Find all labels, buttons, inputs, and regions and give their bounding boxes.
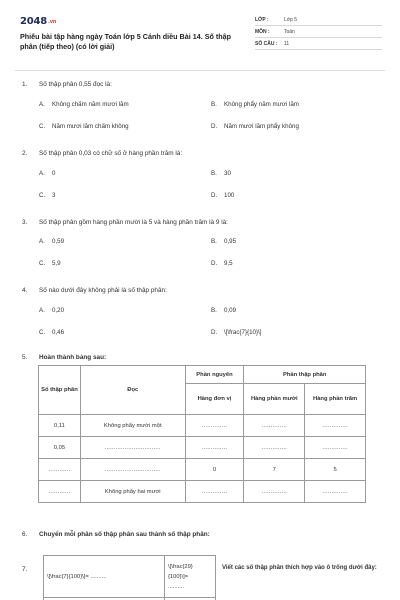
question-text: Số thập phân 0,55 đọc là:	[39, 81, 112, 88]
option-4b[interactable]: B. 0,09	[211, 307, 237, 314]
option-3d[interactable]: D. 9,5	[211, 260, 233, 267]
meta-info	[255, 14, 382, 50]
table-row: ............ Không phẩy hai mươi .............. .............. ..............	[39, 481, 366, 503]
col-header-decimal: Số thập phân	[39, 366, 81, 415]
worksheet-page: $2048^{.vn}$ Phiếu bài tập hàng ngày Toán lớp 5 Cánh diều Bài 14. Số thập phân (tiếp theo) (có lời giải) LỚP : Lớp 5 MÔN : Toán SỐ CÂU : 11 1. Số thập phân 0,55 đọc là: A. Không chấm năm mươi lăm B. Không phẩy năm mươi lăm C. Năm mươi lăm chấm không D. Năm mươi lăm phẩy không 2. Số thập phân 0,03 có chữ số ở hàng phần trăm là: A. 0 B. 30 C. 3 D. 100 3. Số thập phân gồm hàng phần mười là 5 và hàng phần trăm là 9 là: A. 0,59 B. 0,95 C. 5,9 D. 9,5 4. Số nào dưới đây không phải là số thập phân: A. 0,20 B. 0,09 C. 0,46 D. \[\frac{7}{10}\] 5. Hoàn thành bảng sau: Số thập phân Đọc Phần nguyên Phần thập phân Hàng đơn vị Hàng phần mười Hàng phần trăm 0,11 Không phẩy mười một .............. .............. .............. 0,05 ............................... .............. .............. .............. ............ ............................... 0 7 5 ............ Không phẩy hai mươi .............. .............. .............. 6. Chuyển mỗi phân số thập phân sau thành số thập phân: 7. \[\frac{7}{100}\]= .......... \[\frac{29} {100}\]= .......... Viết các số thập phân thích hợp vào ô trống dưới đây:	[0, 0, 400, 600]
table-row: 0,05 ............................... .............. .............. ..............	[39, 437, 366, 459]
question-text: Hoàn thành bảng sau:	[39, 354, 107, 361]
header	[20, 14, 382, 64]
col-header-read: Đọc	[80, 366, 185, 415]
meta-row-subject: MÔN : Toán	[255, 26, 382, 38]
meta-row-question-count: SỐ CÂU : 11	[255, 38, 382, 50]
table-row: 0,11 Không phẩy mười một .............. .............. ..............	[39, 415, 366, 437]
option-1d[interactable]: D. Năm mươi lăm phẩy không	[211, 123, 299, 130]
col-header-hundredths: Hàng phần trăm	[305, 384, 366, 415]
question-text: Số thập phân gồm hàng phần mười là 5 và hàng phần trăm là 9 là:	[39, 219, 228, 226]
option-2c[interactable]: C. 3	[39, 192, 56, 199]
fraction-cell-1[interactable]: \[\frac{7}{100}\]= ..........	[44, 556, 165, 598]
question-text: Số thập phân 0,03 có chữ số ở hàng phần trăm là:	[39, 150, 183, 157]
table-row: ............ ............................... 0 7 5	[39, 459, 366, 481]
option-1b[interactable]: B. Không phẩy năm mươi lăm	[211, 101, 299, 108]
fraction-cell-2[interactable]: \[\frac{29} {100}\]= ..........	[165, 556, 216, 598]
page-title: Phiếu bài tập hàng ngày Toán lớp 5 Cánh diều Bài 14. Số thập phân (tiếp theo) (có lời giải)	[20, 32, 232, 51]
question-text: Chuyển mỗi phân số thập phân sau thành số thập phân:	[39, 531, 210, 538]
col-header-units: Hàng đơn vị	[185, 384, 244, 415]
site-logo[interactable]: $2048^{.vn}$	[20, 16, 57, 27]
group-header-fraction: Phần thập phân	[244, 366, 366, 384]
option-2d[interactable]: D. 100	[211, 192, 235, 199]
fraction-conversion-table	[43, 555, 216, 600]
group-header-whole: Phần nguyên	[185, 366, 244, 384]
option-3a[interactable]: A. 0,59	[39, 238, 65, 245]
option-2a[interactable]: A. 0	[39, 170, 56, 177]
option-2b[interactable]: B. 30	[211, 170, 231, 177]
option-1c[interactable]: C. Năm mươi lăm chấm không	[39, 123, 129, 130]
option-4c[interactable]: C. 0,46	[39, 329, 65, 336]
option-1a[interactable]: A. Không chấm năm mươi lăm	[39, 101, 129, 108]
question-text: Số nào dưới đây không phải là số thập phân:	[39, 287, 167, 294]
option-3c[interactable]: C. 5,9	[39, 260, 61, 267]
header-divider	[15, 70, 385, 71]
option-3b[interactable]: B. 0,95	[211, 238, 237, 245]
decimal-place-table	[38, 365, 366, 503]
question-7-instruction: Viết các số thập phân thích hợp vào ô trống dưới đây:	[222, 565, 377, 571]
col-header-tenths: Hàng phần mười	[244, 384, 305, 415]
option-4d[interactable]: D. \[\frac{7}{10}\]	[211, 329, 262, 336]
option-4a[interactable]: A. 0,20	[39, 307, 65, 314]
meta-row-class: LỚP : Lớp 5	[255, 14, 382, 26]
